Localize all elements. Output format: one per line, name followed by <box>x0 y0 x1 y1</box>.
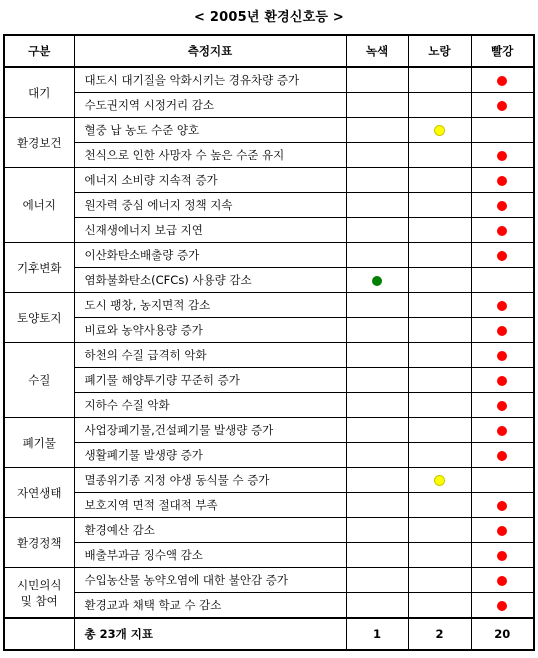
red-signal-cell <box>471 243 534 268</box>
indicator-cell: 염화불화탄소(CFCs) 사용량 감소 <box>74 268 346 293</box>
green-signal-cell <box>346 268 408 293</box>
yellow-signal-cell <box>408 218 471 243</box>
header-yellow: 노랑 <box>408 35 471 67</box>
green-signal-cell <box>346 193 408 218</box>
red-signal-cell <box>471 218 534 243</box>
red-light-icon <box>497 76 507 86</box>
green-signal-cell <box>346 67 408 93</box>
red-light-icon <box>497 551 507 561</box>
table-row <box>4 143 534 168</box>
green-signal-cell <box>346 243 408 268</box>
table-row <box>4 543 534 568</box>
red-light-icon <box>497 326 507 336</box>
indicator-cell: 수도권지역 시정거리 감소 <box>74 93 346 118</box>
red-signal-cell <box>471 543 534 568</box>
yellow-signal-cell <box>408 293 471 318</box>
indicator-cell: 생활폐기물 발생량 증가 <box>74 443 346 468</box>
table-row <box>4 468 534 493</box>
red-signal-cell <box>471 268 534 293</box>
indicator-cell: 사업장폐기물,건설폐기물 발생량 증가 <box>74 418 346 443</box>
indicator-cell: 대도시 대기질을 악화시키는 경유차량 증가 <box>74 67 346 93</box>
yellow-signal-cell <box>408 443 471 468</box>
green-signal-cell <box>346 318 408 343</box>
indicator-cell: 멸종위기종 지정 야생 동식물 수 증가 <box>74 468 346 493</box>
red-signal-cell <box>471 193 534 218</box>
total-green: 1 <box>346 618 408 650</box>
table-row <box>4 318 534 343</box>
header-row <box>4 35 534 67</box>
yellow-signal-cell <box>408 268 471 293</box>
table-row <box>4 443 534 468</box>
indicator-cell: 비료와 농약사용량 증가 <box>74 318 346 343</box>
red-light-icon <box>497 401 507 411</box>
table-row <box>4 368 534 393</box>
table-row <box>4 193 534 218</box>
total-label: 총 23개 지표 <box>74 618 346 650</box>
green-signal-cell <box>346 593 408 619</box>
red-light-icon <box>497 151 507 161</box>
red-signal-cell <box>471 143 534 168</box>
category-cell: 시민의식 및 참여 <box>4 568 74 619</box>
green-signal-cell <box>346 143 408 168</box>
category-cell: 대기 <box>4 67 74 118</box>
green-signal-cell <box>346 568 408 593</box>
yellow-signal-cell <box>408 343 471 368</box>
table-row <box>4 568 534 593</box>
table-row <box>4 168 534 193</box>
indicator-cell: 환경예산 감소 <box>74 518 346 543</box>
table-row <box>4 418 534 443</box>
red-signal-cell <box>471 593 534 619</box>
red-signal-cell <box>471 343 534 368</box>
indicator-cell: 원자력 중심 에너지 정책 지속 <box>74 193 346 218</box>
red-light-icon <box>497 376 507 386</box>
indicator-cell: 배출부과금 징수액 감소 <box>74 543 346 568</box>
indicator-cell: 에너지 소비량 지속적 증가 <box>74 168 346 193</box>
yellow-signal-cell <box>408 568 471 593</box>
indicator-cell: 폐기물 해양투기량 꾸준히 증가 <box>74 368 346 393</box>
category-cell: 폐기물 <box>4 418 74 468</box>
red-light-icon <box>497 176 507 186</box>
total-red: 20 <box>471 618 534 650</box>
table-row <box>4 293 534 318</box>
red-signal-cell <box>471 493 534 518</box>
category-cell: 토양토지 <box>4 293 74 343</box>
red-signal-cell <box>471 118 534 143</box>
table-row <box>4 118 534 143</box>
red-signal-cell <box>471 443 534 468</box>
category-cell: 수질 <box>4 343 74 418</box>
red-light-icon <box>497 426 507 436</box>
indicator-cell: 수입농산물 농약오염에 대한 불안감 증가 <box>74 568 346 593</box>
red-signal-cell <box>471 93 534 118</box>
red-signal-cell <box>471 67 534 93</box>
green-signal-cell <box>346 93 408 118</box>
red-signal-cell <box>471 318 534 343</box>
indicator-cell: 신재생에너지 보급 지연 <box>74 218 346 243</box>
indicator-cell: 혈중 납 농도 수준 양호 <box>74 118 346 143</box>
green-signal-cell <box>346 393 408 418</box>
category-cell: 에너지 <box>4 168 74 243</box>
green-signal-cell <box>346 518 408 543</box>
indicator-cell: 하천의 수질 급격히 악화 <box>74 343 346 368</box>
total-blank-cell <box>4 618 74 650</box>
table-row <box>4 218 534 243</box>
green-signal-cell <box>346 543 408 568</box>
yellow-signal-cell <box>408 318 471 343</box>
green-signal-cell <box>346 168 408 193</box>
yellow-signal-cell <box>408 243 471 268</box>
yellow-signal-cell <box>408 518 471 543</box>
red-signal-cell <box>471 293 534 318</box>
yellow-signal-cell <box>408 393 471 418</box>
table-row <box>4 518 534 543</box>
table-row <box>4 268 534 293</box>
header-red: 빨강 <box>471 35 534 67</box>
red-light-icon <box>497 351 507 361</box>
table-row <box>4 343 534 368</box>
red-signal-cell <box>471 468 534 493</box>
header-green: 녹색 <box>346 35 408 67</box>
category-cell: 자연생태 <box>4 468 74 518</box>
green-signal-cell <box>346 418 408 443</box>
yellow-signal-cell <box>408 168 471 193</box>
green-signal-cell <box>346 293 408 318</box>
indicator-cell: 이산화탄소배출량 증가 <box>74 243 346 268</box>
yellow-signal-cell <box>408 193 471 218</box>
table-row <box>4 593 534 619</box>
table-body <box>4 67 534 618</box>
table-row <box>4 93 534 118</box>
green-signal-cell <box>346 368 408 393</box>
red-light-icon <box>497 301 507 311</box>
indicator-cell: 도시 팽창, 농지면적 감소 <box>74 293 346 318</box>
red-light-icon <box>497 501 507 511</box>
yellow-signal-cell <box>408 543 471 568</box>
indicator-cell: 천식으로 인한 사망자 수 높은 수준 유지 <box>74 143 346 168</box>
green-signal-cell <box>346 118 408 143</box>
red-light-icon <box>497 576 507 586</box>
header-indicator: 측정지표 <box>74 35 346 67</box>
yellow-signal-cell <box>408 118 471 143</box>
table-row <box>4 67 534 93</box>
green-signal-cell <box>346 493 408 518</box>
red-signal-cell <box>471 393 534 418</box>
red-light-icon <box>497 201 507 211</box>
red-light-icon <box>497 451 507 461</box>
yellow-signal-cell <box>408 593 471 619</box>
header-category: 구분 <box>4 35 74 67</box>
red-light-icon <box>497 526 507 536</box>
yellow-signal-cell <box>408 493 471 518</box>
yellow-light-icon <box>434 475 445 486</box>
category-cell: 환경보건 <box>4 118 74 168</box>
table-row <box>4 493 534 518</box>
table-row <box>4 393 534 418</box>
yellow-signal-cell <box>408 67 471 93</box>
yellow-signal-cell <box>408 143 471 168</box>
indicator-cell: 보호지역 면적 절대적 부족 <box>74 493 346 518</box>
yellow-signal-cell <box>408 368 471 393</box>
total-yellow: 2 <box>408 618 471 650</box>
indicator-cell: 환경교과 채택 학교 수 감소 <box>74 593 346 619</box>
environment-signal-table <box>3 34 535 651</box>
green-signal-cell <box>346 218 408 243</box>
category-cell: 기후변화 <box>4 243 74 293</box>
red-light-icon <box>497 101 507 111</box>
yellow-light-icon <box>434 125 445 136</box>
page-title: < 2005년 환경신호등 > <box>194 10 344 25</box>
red-light-icon <box>497 601 507 611</box>
red-signal-cell <box>471 518 534 543</box>
red-signal-cell <box>471 568 534 593</box>
green-signal-cell <box>346 468 408 493</box>
red-light-icon <box>497 226 507 236</box>
green-light-icon <box>372 276 382 286</box>
green-signal-cell <box>346 443 408 468</box>
indicator-cell: 지하수 수질 악화 <box>74 393 346 418</box>
red-signal-cell <box>471 368 534 393</box>
yellow-signal-cell <box>408 93 471 118</box>
table-row <box>4 243 534 268</box>
green-signal-cell <box>346 343 408 368</box>
red-signal-cell <box>471 418 534 443</box>
yellow-signal-cell <box>408 468 471 493</box>
red-signal-cell <box>471 168 534 193</box>
red-light-icon <box>497 251 507 261</box>
category-cell: 환경정책 <box>4 518 74 568</box>
total-row <box>4 618 534 650</box>
yellow-signal-cell <box>408 418 471 443</box>
